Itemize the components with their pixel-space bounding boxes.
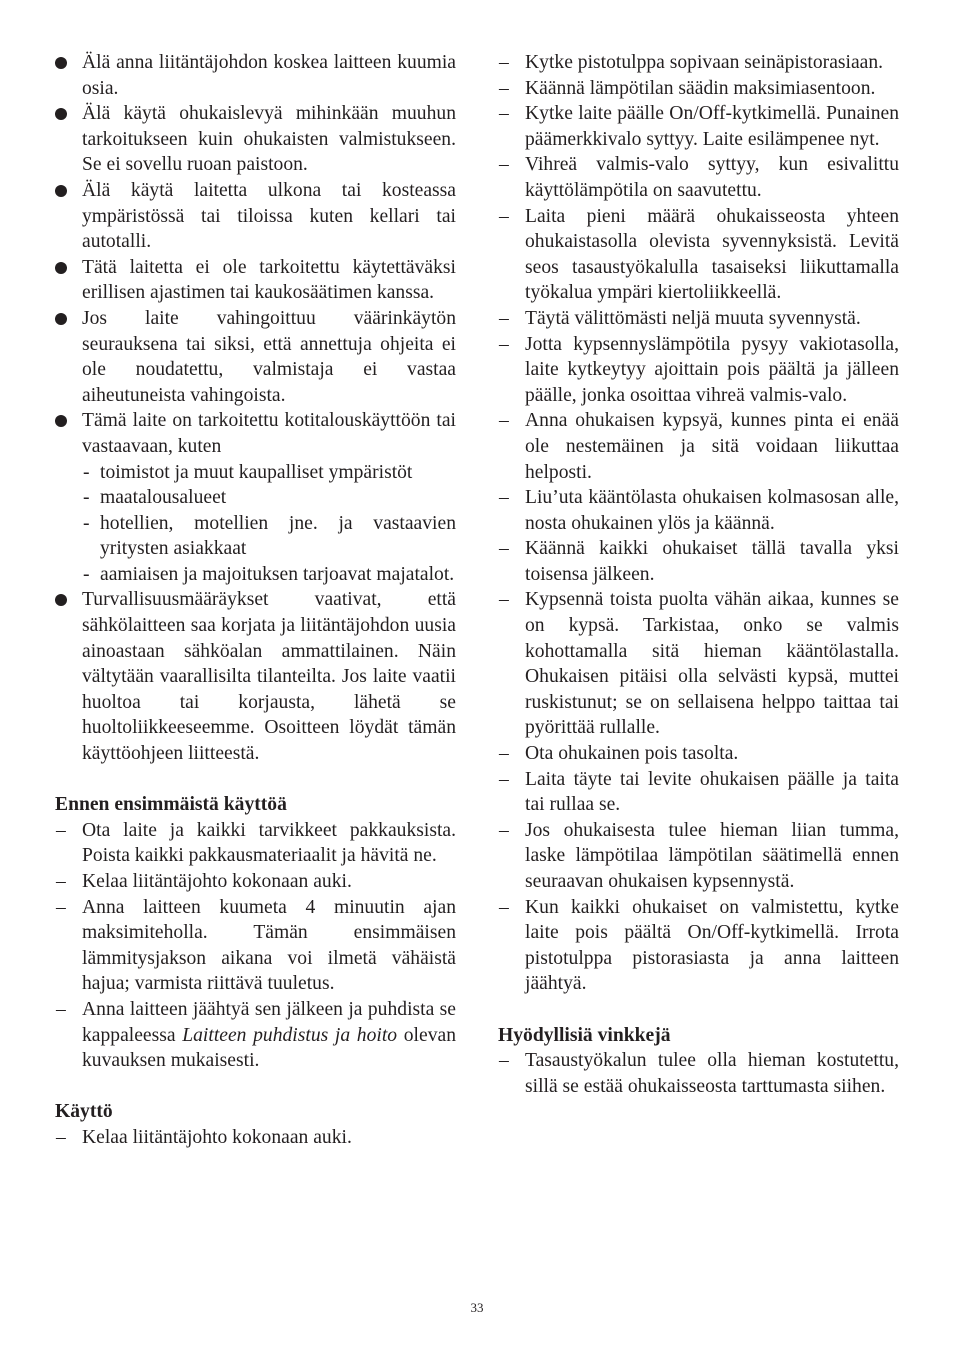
dash-text: Täytä välittömästi neljä muuta syvennystä.	[525, 307, 861, 329]
bullet-item	[55, 306, 456, 408]
dash-marker: –	[499, 410, 509, 432]
dash-marker: –	[499, 205, 509, 227]
sub-text: maatalousalueet	[100, 487, 227, 509]
dash-item	[498, 741, 899, 767]
bullet-item	[55, 101, 456, 178]
bullet-item	[55, 587, 456, 766]
dash-text: Anna ohukaisen kypsyä, kunnes pinta ei enää ole nestemäinen ja sitä voidaan liikuttaa helposti.	[525, 410, 899, 483]
dash-text: Kelaa liitäntäjohto kokonaan auki.	[82, 1126, 352, 1148]
dash-item	[498, 152, 899, 203]
dash-item	[498, 50, 899, 76]
dash-item	[55, 997, 456, 1074]
dash-marker: –	[499, 52, 509, 73]
bullet-text: Tätä laitetta ei ole tarkoitettu käytettäväksi erillisen ajastimen tai kaukosäätimen kanssa.	[82, 256, 456, 304]
dash-item	[498, 485, 899, 536]
bullet-dot-icon	[55, 261, 69, 275]
dash-item	[498, 204, 899, 306]
dash-text: Käännä lämpötilan säädin maksimiasentoon.	[525, 77, 876, 99]
section-heading: Ennen ensimmäistä käyttöä	[55, 794, 287, 816]
bullet-text: Jos laite vahingoittuu väärinkäytön seurauksena tai siksi, että annettuja ohjeita ei ole noudatettu, valmistaja ei vastaa aiheutuneista vahingoista.	[82, 307, 456, 406]
section-spacer	[55, 1074, 456, 1100]
bullet-dot-icon	[55, 56, 69, 70]
dash-text: Anna laitteen kuumeta 4 minuutin ajan maksimiteholla. Tämän ensimmäisen lämmitysjakson aikana voi ilmetä vähäistä hajua; varmista riittävä tuuletus.	[82, 896, 456, 995]
sub-marker: -	[83, 512, 90, 534]
dash-marker: –	[499, 333, 509, 355]
bullet-dot-icon	[55, 312, 69, 326]
dash-text-post: olevan kuvauksen mukaisesti.	[82, 1024, 456, 1072]
bullet-item	[55, 255, 456, 306]
dash-item	[498, 1048, 899, 1099]
right-column	[498, 50, 899, 1099]
dash-text: Kypsennä toista puolta vähän aikaa, kunnes se on kypsä. Tarkistaa, onko se valmis kohottamalla sitä hieman kääntölastalla. Ohukaisen pitäisi olla selvästi kypsä, muttei ruskistunut; se on sellaisena helppo taittaa tai pyörittää rullalle.	[525, 589, 899, 739]
dash-text-italic: Laitteen puhdistus ja hoito	[182, 1024, 398, 1046]
sub-item	[55, 562, 456, 588]
left-column	[55, 50, 456, 1151]
dash-text: Jos ohukaisesta tulee hieman liian tumma, laske lämpötilaa lämpötilan säätimellä ennen seuraavan ohukaisen kypsennystä.	[525, 819, 899, 892]
dash-item	[55, 895, 456, 997]
dash-text: Kytke pistotulppa sopivaan seinäpistorasiaan.	[525, 52, 884, 73]
dash-item	[498, 818, 899, 895]
sub-item	[55, 460, 456, 486]
bullet-text: Tämä laite on tarkoitettu kotitalouskäyttöön tai vastaavaan, kuten	[82, 410, 456, 457]
section-spacer	[55, 767, 456, 793]
dash-marker: –	[499, 77, 509, 99]
dash-item	[498, 767, 899, 818]
dash-marker: –	[499, 1050, 509, 1072]
dash-text: Ota laite ja kaikki tarvikkeet pakkauksista. Poista kaikki pakkausmateriaalit ja hävitä ne.	[82, 819, 456, 867]
bullet-text: Älä anna liitäntäjohdon koskea laitteen kuumia osia.	[82, 52, 456, 99]
dash-text: Laita pieni määrä ohukaisseosta yhteen ohukaistasolla olevista syvennyksistä. Levitä seos tasaustyökalulla tasaiseksi liikuttamalla työkalua ympäri kiertoliikkeellä.	[525, 205, 899, 304]
dash-marker: –	[499, 743, 509, 765]
sub-text: toimistot ja muut kaupalliset ympäristöt	[100, 461, 413, 483]
dash-marker: –	[499, 896, 509, 918]
dash-text: Kun kaikki ohukaiset on valmistettu, kytke laite pois päältä On/Off-kytkimellä. Irrota pistotulppa pistorasiasta ja anna laitteen jäähtyä.	[525, 896, 899, 995]
section-heading: Hyödyllisiä vinkkejä	[498, 1024, 671, 1046]
dash-item	[498, 101, 899, 152]
bullet-text: Turvallisuusmääräykset vaativat, että sähkölaitteen saa korjata ja liitäntäjohdon uusia ainoastaan sähköalan ammattilainen. Näin vältytään vaarallisilta tilanteilta. Jos laite vaatii huoltoa tai korjausta, lähetä se huoltoliikkeeseemme. Osoitteen löydät tämän käyttöohjeen liitteestä.	[82, 589, 456, 765]
dash-marker: –	[56, 819, 66, 841]
dash-item	[498, 408, 899, 485]
dash-marker: –	[499, 103, 509, 125]
dash-marker: –	[499, 589, 509, 611]
dash-item	[498, 536, 899, 587]
dash-marker: –	[499, 487, 509, 509]
bullet-dot-icon	[55, 414, 69, 428]
sub-marker: -	[83, 563, 90, 585]
section-spacer	[498, 997, 899, 1023]
bullet-text: Älä käytä ohukaislevyä mihinkään muuhun tarkoitukseen kuin ohukaisten valmistukseen. Se ei sovellu ruoan paistoon.	[82, 103, 456, 176]
section-heading: Käyttö	[55, 1101, 113, 1123]
dash-text: Laita täyte tai levite ohukaisen päälle ja taita tai rullaa se.	[525, 768, 899, 816]
bullet-item	[55, 178, 456, 255]
sub-marker: -	[83, 487, 90, 509]
dash-marker: –	[499, 538, 509, 560]
dash-item	[498, 76, 899, 102]
sub-text: aamiaisen ja majoituksen tarjoavat majatalot.	[100, 563, 455, 585]
dash-item	[498, 332, 899, 409]
dash-text: Ota ohukainen pois tasolta.	[525, 743, 739, 765]
dash-marker: –	[56, 896, 66, 918]
dash-marker: –	[499, 819, 509, 841]
dash-marker: –	[56, 1126, 66, 1148]
dash-item	[498, 587, 899, 741]
page-number: 33	[470, 1300, 484, 1315]
dash-text: Tasaustyökalun tulee olla hieman kostutettu, sillä se estää ohukaisseosta tarttumasta siihen.	[525, 1050, 899, 1097]
dash-text: Liu’uta kääntölasta ohukaisen kolmasosan alle, nosta ohukainen ylös ja käännä.	[525, 487, 899, 534]
dash-marker: –	[499, 768, 509, 790]
bullet-dot-icon	[55, 107, 69, 121]
dash-item	[55, 1125, 456, 1151]
dash-marker: –	[499, 307, 509, 329]
dash-item	[55, 818, 456, 869]
dash-item	[498, 306, 899, 332]
dash-text: Käännä kaikki ohukaiset tällä tavalla yksi toisensa jälkeen.	[525, 538, 899, 585]
dash-text: Kelaa liitäntäjohto kokonaan auki.	[82, 871, 352, 892]
dash-text: Kytke laite päälle On/Off-kytkimellä. Punainen päämerkkivalo syttyy. Laite esilämpenee nyt.	[525, 103, 899, 150]
bullet-item	[55, 408, 456, 459]
sub-item	[55, 485, 456, 511]
dash-text: Jotta kypsennyslämpötila pysyy vakiotasolla, laite kytkeytyy ajoittain pois päältä ja jälleen päälle, jonka osoittaa vihreä valmis-valo.	[525, 333, 899, 406]
dash-marker: –	[499, 154, 509, 176]
dash-marker: –	[56, 998, 66, 1020]
bullet-dot-icon	[55, 184, 69, 198]
sub-marker: -	[83, 461, 90, 483]
dash-item	[498, 895, 899, 997]
sub-text: hotellien, motellien jne. ja vastaavien yritysten asiakkaat	[100, 512, 456, 560]
bullet-text: Älä käytä laitetta ulkona tai kosteassa ympäristössä tai tiloissa kuten kellari tai autotalli.	[82, 179, 456, 253]
dash-marker: –	[56, 871, 66, 892]
bullet-item	[55, 50, 456, 101]
dash-text: Vihreä valmis-valo syttyy, kun esivalittu käyttölämpötila on saavutettu.	[525, 154, 899, 201]
dash-text-pre: Anna laitteen jäähtyä sen jälkeen ja puhdista se kappaleessa	[82, 998, 456, 1046]
sub-item	[55, 511, 456, 562]
bullet-dot-icon	[55, 593, 69, 607]
dash-item	[55, 869, 456, 895]
